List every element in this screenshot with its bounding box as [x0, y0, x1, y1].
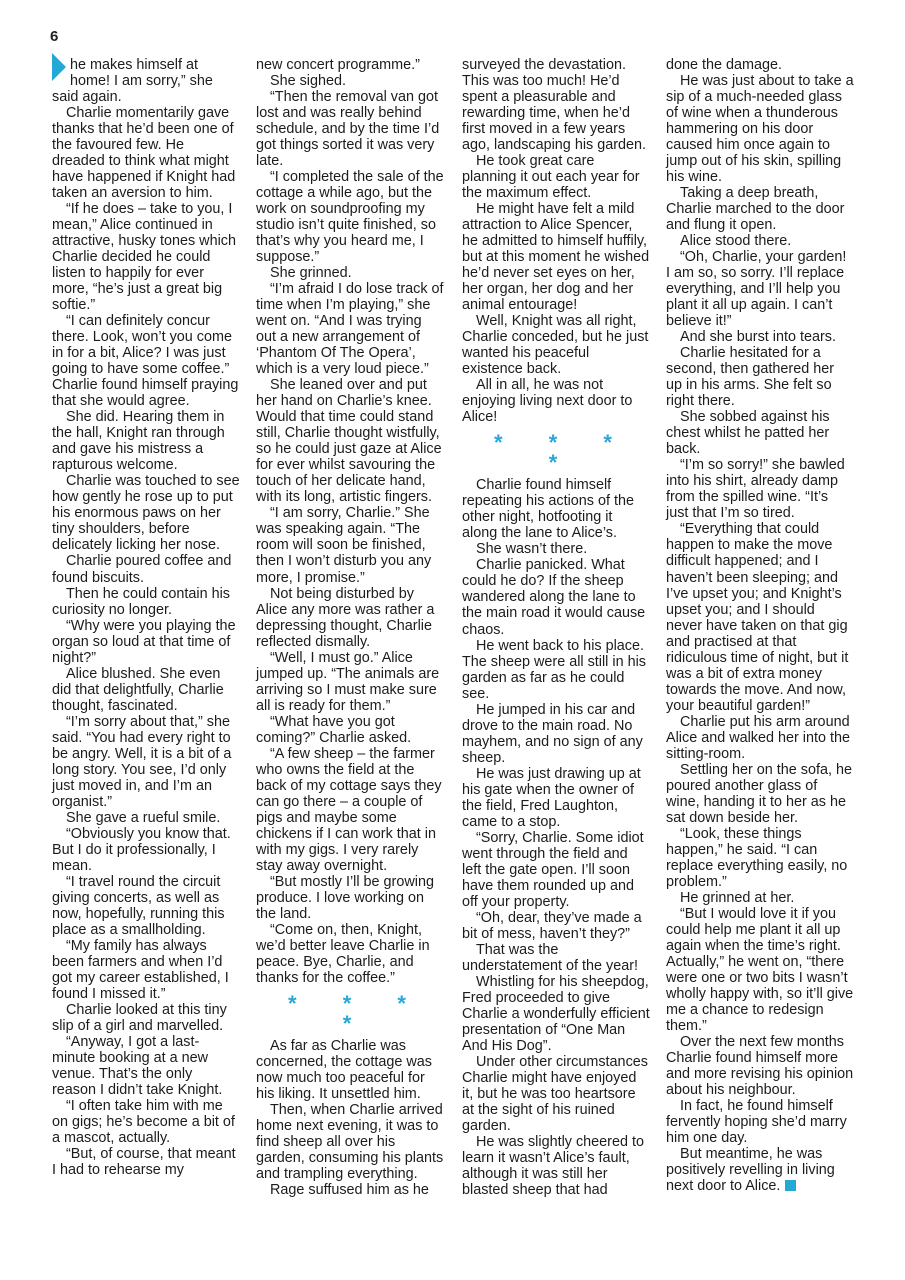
- paragraph: Charlie panicked. What could he do? If the sheep wandered along the lane to the main road it would cause chaos.: [462, 557, 646, 638]
- paragraph: “I am sorry, Charlie.” She was speaking again. “The room will soon be finished, then I won’t disturb you any more, I promise.”: [256, 505, 432, 586]
- paragraph: “If he does – take to you, I mean,” Alice continued in attractive, husky tones which Charlie decided he could listen to happily for ever more, “he’s just a great big softie.”: [52, 201, 236, 314]
- column-3: [462, 57, 650, 1198]
- paragraph: “I completed the sale of the cottage a while ago, but the work on soundproofing my studio isn’t quite finished, so that’s why you heard me, I suppose.”: [256, 169, 444, 266]
- paragraph: She did. Hearing them in the hall, Knight ran through and gave his mistress a rapturous welcome.: [52, 409, 225, 474]
- paragraph: he makes himself at home! I am sorry,” she said again.: [52, 57, 240, 105]
- paragraph: He was slightly cheered to learn it wasn’t Alice’s fault, although it was still her blasted sheep that had: [462, 1134, 644, 1199]
- paragraph: Charlie looked at this tiny slip of a girl and marvelled.: [52, 1001, 227, 1034]
- paragraph: “Oh, Charlie, your garden! I am so, so sorry. I’ll replace everything, and I’ll help you plant it all up again. I can’t believe it!”: [666, 249, 847, 330]
- paragraph: “Look, these things happen,” he said. “I can replace everything easily, no problem.”: [666, 825, 848, 890]
- paragraph: She wasn’t there.: [476, 541, 588, 558]
- paragraph: Then, when Charlie arrived home next evening, it was to find sheep all over his garden, consuming his plants and trampling everything.: [256, 1101, 444, 1183]
- paragraph: “But I would love it if you could help me plant it all up again when the time’s right. Actually,” he went on, “there were one or two bits I wasn’t wholly happy with, so it’ll give me a chance to redesign them.”: [666, 905, 854, 1034]
- page-number: 6: [50, 28, 59, 45]
- paragraph: That was the understatement of the year!: [462, 941, 638, 974]
- column-4: [666, 57, 854, 1194]
- story-continue-arrow-icon: [52, 53, 66, 81]
- paragraph: Alice stood there.: [680, 233, 792, 250]
- paragraph: He grinned at her.: [680, 889, 795, 906]
- paragraph: He might have felt a mild attraction to Alice Spencer, he admitted to himself huffily, but at this moment he wished he’d never set eyes on her, her organ, her dog and her animal entourage!: [462, 201, 650, 314]
- paragraph: “Oh, dear, they’ve made a bit of mess, haven’t they?”: [462, 909, 642, 942]
- paragraph: He was just drawing up at his gate when the owner of the field, Fred Laughton, came to a stop.: [462, 765, 641, 830]
- paragraph: “My family has always been farmers and when I’d got my career established, I found I missed it.”: [52, 937, 229, 1002]
- paragraph: Over the next few months Charlie found himself more and more revising his opinion about his neighbour.: [666, 1033, 854, 1098]
- paragraph: “Come on, then, Knight, we’d better leave Charlie in peace. Bye, Charlie, and thanks for the coffee.”: [256, 921, 430, 986]
- paragraph: She gave a rueful smile.: [66, 809, 221, 826]
- paragraph: Charlie hesitated for a second, then gathered her up in his arms. She felt so right there.: [666, 345, 835, 410]
- paragraph: She sighed.: [270, 73, 347, 90]
- paragraph: Charlie found himself repeating his actions of the other night, hotfooting it along the lane to Alice’s.: [462, 477, 634, 542]
- paragraph: And she burst into tears.: [680, 329, 836, 346]
- paragraph: Settling her on the sofa, he poured another glass of wine, handing it to her as he sat down beside her.: [666, 761, 853, 826]
- paragraph: “Sorry, Charlie. Some idiot went through the field and left the gate open. I’ll soon have them rounded up and off your property.: [462, 829, 644, 910]
- paragraph: Then he could contain his curiosity no longer.: [52, 585, 231, 618]
- paragraph: Charlie momentarily gave thanks that he’d been one of the favoured few. He dreaded to think what might have happened if Knight had taken an aversion to him.: [52, 105, 236, 202]
- paragraph: He went back to his place. The sheep were all still in his garden as far as he could see.: [462, 637, 646, 702]
- paragraph: “I travel round the circuit giving concerts, as well as now, hopefully, running this place as a smallholding.: [52, 873, 225, 938]
- paragraph: “A few sheep – the farmer who owns the field at the back of my cottage says they can go there – a couple of pigs and maybe some chickens if I can work that in with my gigs. I very rarely stay away overnight.: [256, 745, 442, 874]
- paragraph: “I’m sorry about that,” she said. “You had every right to be angry. Well, it is a bit of a long story. You see, I’d only just moved in, and I’m an organist.”: [52, 713, 232, 810]
- paragraph: He was just about to take a sip of a much-needed glass of wine when a thunderous hammering on his door caused him once again to jump out of his skin, spilling his wine.: [666, 73, 854, 186]
- paragraph: surveyed the devastation. This was too much! He’d spent a pleasurable and rewarding time, when he’d first moved in a few years ago, landscaping his garden.: [462, 57, 647, 154]
- paragraph: Not being disturbed by Alice any more was rather a depressing thought, Charlie reflected dismally.: [256, 585, 435, 650]
- paragraph: “Anyway, I got a last-minute booking at a new venue. That’s the only reason I didn’t take Knight.: [52, 1033, 223, 1098]
- section-separator: * * * *: [494, 430, 632, 476]
- paragraph: “But mostly I’ll be growing produce. I love working on the land.: [256, 873, 434, 922]
- paragraph: done the damage.: [666, 57, 783, 73]
- paragraph: “But, of course, that meant I had to rehearse my: [52, 1146, 236, 1179]
- column-2: [256, 57, 444, 1198]
- paragraph: “Then the removal van got lost and was really behind schedule, and by the time I’d got things sorted it was very late.: [256, 89, 440, 170]
- paragraph: “I often take him with me on gigs; he’s become a bit of a mascot, actually.: [52, 1098, 235, 1147]
- paragraph: Alice blushed. She even did that delightfully, Charlie thought, fascinated.: [52, 665, 224, 714]
- paragraph: As far as Charlie was concerned, the cottage was now much too peaceful for his liking. It unsettled him.: [256, 1037, 432, 1102]
- column-1: [52, 57, 240, 1178]
- paragraph: Taking a deep breath, Charlie marched to the door and flung it open.: [666, 185, 845, 234]
- paragraph: “Why were you playing the organ so loud at that time of night?”: [52, 617, 236, 666]
- paragraph: new concert programme.”: [256, 57, 420, 73]
- paragraph: She leaned over and put her hand on Charlie’s knee. Would that time could stand still, Charlie thought wistfully, so he could just gaze at Alice for ever whilst savouring the touch of her delicate hand, with its long, artistic fingers.: [256, 377, 442, 506]
- paragraph: She sobbed against his chest whilst he patted her back.: [666, 409, 830, 458]
- paragraph: “What have you got coming?” Charlie asked.: [256, 713, 412, 746]
- paragraph: Rage suffused him as he: [270, 1182, 429, 1199]
- paragraph: Charlie put his arm around Alice and walked her into the sitting-room.: [666, 713, 850, 762]
- paragraph: But meantime, he was positively revelling in living next door to Alice.: [666, 1146, 835, 1195]
- paragraph: Under other circumstances Charlie might have enjoyed it, but he was too heartsore at the sight of his ruined garden.: [462, 1053, 648, 1134]
- paragraph: “I’m afraid I do lose track of time when I’m playing,” she went on. “And I was trying out a new arrangement of ‘Phantom Of The Opera’, which is a very loud piece.”: [256, 281, 444, 378]
- paragraph: He jumped in his car and drove to the main road. No mayhem, and no sign of any sheep.: [462, 701, 643, 766]
- paragraph: In fact, he found himself fervently hoping she’d marry him one day.: [666, 1098, 847, 1147]
- paragraph: “I can definitely concur there. Look, won’t you come in for a bit, Alice? I was just going to have some coffee.” Charlie found himself praying that she would agree.: [52, 313, 239, 410]
- paragraph: “Everything that could happen to make the move difficult happened; and I haven’t been sleeping; and I’ve upset you; and Knight’s upset you; and I should never have taken on that gig and practised at that ridiculous time of night, but it was a bit of extra money towards the move. And now, your beautiful garden!”: [666, 521, 849, 714]
- end-of-story-square-icon: [785, 1180, 796, 1191]
- paragraph: “Well, I must go.” Alice jumped up. “The animals are arriving so I must make sure all is ready for them.”: [256, 649, 440, 714]
- section-separator: * * * *: [288, 990, 426, 1036]
- paragraph: Charlie poured coffee and found biscuits.: [52, 553, 232, 586]
- paragraph: All in all, he was not enjoying living next door to Alice!: [462, 377, 633, 426]
- paragraph: She grinned.: [270, 265, 352, 282]
- paragraph: “Obviously you know that. But I do it professionally, I mean.: [52, 825, 231, 874]
- paragraph: “I’m so sorry!” she bawled into his shirt, already damp from the spilled wine. “It’s just that I’m so tired.: [666, 457, 845, 522]
- paragraph: Charlie was touched to see how gently he rose up to put his enormous paws on her tiny shoulders, before delicately licking her nose.: [52, 473, 240, 554]
- paragraph: Well, Knight was all right, Charlie conceded, but he just wanted his peaceful existence back.: [462, 313, 649, 378]
- paragraph: He took great care planning it out each year for the maximum effect.: [462, 153, 640, 202]
- paragraph: Whistling for his sheepdog, Fred proceeded to give Charlie a wonderfully efficient presentation of “One Man And His Dog”.: [462, 973, 650, 1054]
